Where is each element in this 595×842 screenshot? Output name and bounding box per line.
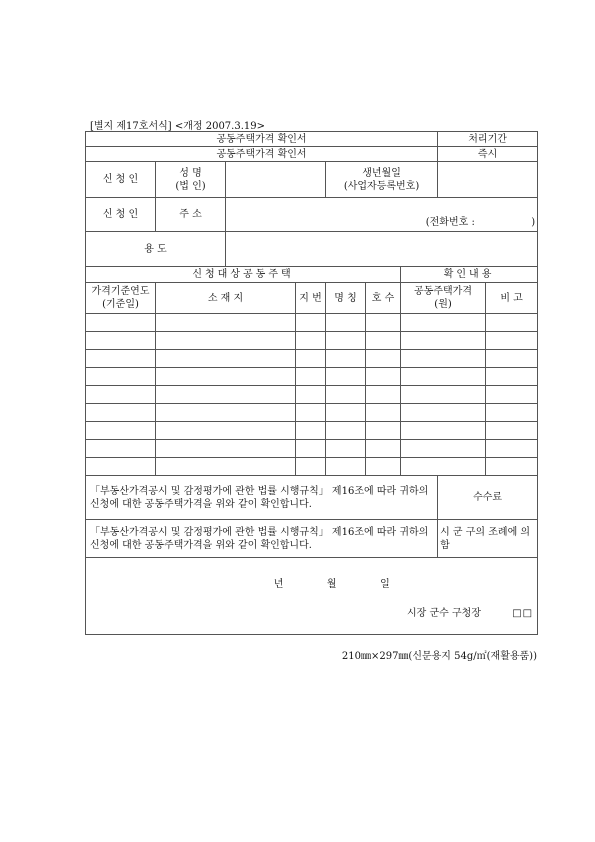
- birth-label-cell: [326, 162, 438, 198]
- birth-field[interactable]: [438, 162, 538, 198]
- table-cell[interactable]: [366, 386, 401, 404]
- table-cell[interactable]: [86, 332, 156, 350]
- col-remarks: 비 고: [486, 283, 538, 314]
- col-name: 명 칭: [326, 283, 366, 314]
- table-cell[interactable]: [366, 332, 401, 350]
- table-cell[interactable]: [366, 350, 401, 368]
- table-row: [86, 368, 538, 386]
- name-label-cell: [156, 162, 226, 198]
- table-cell[interactable]: [486, 350, 538, 368]
- address-label: 주 소: [156, 198, 226, 232]
- table-cell[interactable]: [156, 314, 296, 332]
- table-cell[interactable]: [296, 386, 326, 404]
- table-cell[interactable]: [156, 422, 296, 440]
- col-year-label: 가격기준연도: [91, 286, 150, 297]
- table-cell[interactable]: [86, 386, 156, 404]
- table-cell[interactable]: [156, 332, 296, 350]
- table-cell[interactable]: [86, 422, 156, 440]
- title-line-1: 공동주택가격 확인서: [86, 132, 438, 147]
- table-cell[interactable]: [86, 458, 156, 476]
- table-cell[interactable]: [486, 404, 538, 422]
- col-location: 소 재 지: [156, 283, 296, 314]
- title-line-2: 공동주택가격 확인서: [86, 147, 438, 162]
- table-cell[interactable]: [296, 332, 326, 350]
- date-line: [88, 578, 535, 591]
- date-month: 월: [326, 579, 337, 590]
- table-row: [86, 332, 538, 350]
- table-row: [86, 404, 538, 422]
- table-cell[interactable]: [86, 314, 156, 332]
- col-year-sublabel: (기준일): [102, 299, 139, 310]
- table-cell[interactable]: [401, 404, 486, 422]
- name-sublabel: (법 인): [175, 180, 206, 192]
- table-row: [86, 350, 538, 368]
- phone-close: ): [531, 217, 536, 228]
- target-section-header: 신청대상공동주택: [86, 267, 401, 283]
- table-cell[interactable]: [486, 368, 538, 386]
- name-field[interactable]: [226, 162, 326, 198]
- table-row: [86, 458, 538, 476]
- confirm-section-header: 확인내용: [401, 267, 538, 283]
- table-cell[interactable]: [86, 404, 156, 422]
- table-row: [86, 422, 538, 440]
- table-cell[interactable]: [401, 368, 486, 386]
- table-cell[interactable]: [486, 458, 538, 476]
- table-cell[interactable]: [401, 350, 486, 368]
- table-cell[interactable]: [296, 314, 326, 332]
- processing-period-value: 즉시: [438, 147, 538, 162]
- signer-line: [88, 607, 535, 620]
- table-cell[interactable]: [86, 368, 156, 386]
- table-cell[interactable]: [366, 422, 401, 440]
- table-cell[interactable]: [296, 458, 326, 476]
- col-year: [86, 283, 156, 314]
- birth-label: 생년월일: [362, 167, 401, 179]
- table-cell[interactable]: [326, 386, 366, 404]
- table-cell[interactable]: [156, 440, 296, 458]
- date-day: 일: [380, 579, 390, 590]
- table-cell[interactable]: [401, 332, 486, 350]
- table-cell[interactable]: [486, 314, 538, 332]
- table-cell[interactable]: [486, 332, 538, 350]
- date-year: 년: [273, 579, 284, 590]
- table-cell[interactable]: [486, 422, 538, 440]
- seal-boxes: □□: [512, 608, 534, 619]
- applicant-label-2: 신 청 인: [86, 198, 156, 232]
- table-cell[interactable]: [366, 404, 401, 422]
- table-cell[interactable]: [156, 350, 296, 368]
- applicant-label: 신 청 인: [86, 162, 156, 198]
- table-row: [86, 386, 538, 404]
- name-label: 성 명: [179, 167, 202, 179]
- table-cell[interactable]: [296, 440, 326, 458]
- signature-area: [86, 558, 538, 635]
- fee-label: 수수료: [438, 476, 538, 520]
- fee-value: 시 군 구의 조례에 의함: [438, 520, 538, 558]
- table-cell[interactable]: [366, 368, 401, 386]
- table-cell[interactable]: [486, 440, 538, 458]
- table-cell[interactable]: [326, 350, 366, 368]
- col-unit: 호 수: [366, 283, 401, 314]
- table-cell[interactable]: [296, 404, 326, 422]
- table-cell[interactable]: [401, 458, 486, 476]
- table-cell[interactable]: [156, 404, 296, 422]
- col-price: [401, 283, 486, 314]
- address-field[interactable]: [226, 198, 538, 232]
- table-cell[interactable]: [326, 404, 366, 422]
- table-cell[interactable]: [296, 422, 326, 440]
- table-cell[interactable]: [326, 314, 366, 332]
- table-cell[interactable]: [156, 458, 296, 476]
- table-cell[interactable]: [401, 314, 486, 332]
- table-cell[interactable]: [86, 440, 156, 458]
- form-number: [별지 제17호서식] <개정 2007.3.19>: [90, 121, 265, 132]
- statement-2: 「부동산가격공시 및 감정평가에 관한 법률 시행규칙」 제16조에 따라 귀하의 신청에 대한 공동주택가격을 위와 같이 확인합니다.: [86, 520, 438, 558]
- table-cell[interactable]: [366, 458, 401, 476]
- table-cell[interactable]: [366, 314, 401, 332]
- signer-title: 시장 군수 구청장: [407, 608, 481, 619]
- table-cell[interactable]: [326, 368, 366, 386]
- col-price-label: 공동주택가격: [414, 286, 473, 297]
- table-cell[interactable]: [326, 440, 366, 458]
- table-cell[interactable]: [401, 386, 486, 404]
- table-cell[interactable]: [86, 350, 156, 368]
- table-cell[interactable]: [366, 440, 401, 458]
- confirmation-form: [85, 131, 538, 635]
- table-cell[interactable]: [156, 368, 296, 386]
- purpose-label: 용 도: [86, 232, 226, 267]
- phone-label: (전화번호 :: [425, 217, 475, 228]
- table-cell[interactable]: [326, 332, 366, 350]
- birth-sublabel: (사업자등록번호): [343, 180, 420, 192]
- col-price-sublabel: (원): [434, 299, 452, 310]
- table-cell[interactable]: [401, 440, 486, 458]
- table-cell[interactable]: [326, 422, 366, 440]
- table-cell[interactable]: [296, 350, 326, 368]
- table-row: [86, 314, 538, 332]
- table-cell[interactable]: [296, 368, 326, 386]
- table-row: [86, 440, 538, 458]
- table-cell[interactable]: [486, 386, 538, 404]
- statement-1: 「부동산가격공시 및 감정평가에 관한 법률 시행규칙」 제16조에 따라 귀하의 신청에 대한 공동주택가격을 위와 같이 확인합니다.: [86, 476, 438, 520]
- col-lot: 지 번: [296, 283, 326, 314]
- processing-period-label: 처리기간: [438, 132, 538, 147]
- table-cell[interactable]: [156, 386, 296, 404]
- purpose-field[interactable]: [226, 232, 538, 267]
- paper-spec: 210㎜×297㎜(신문용지 54g/㎡(재활용품)): [341, 651, 537, 662]
- table-cell[interactable]: [326, 458, 366, 476]
- table-cell[interactable]: [401, 422, 486, 440]
